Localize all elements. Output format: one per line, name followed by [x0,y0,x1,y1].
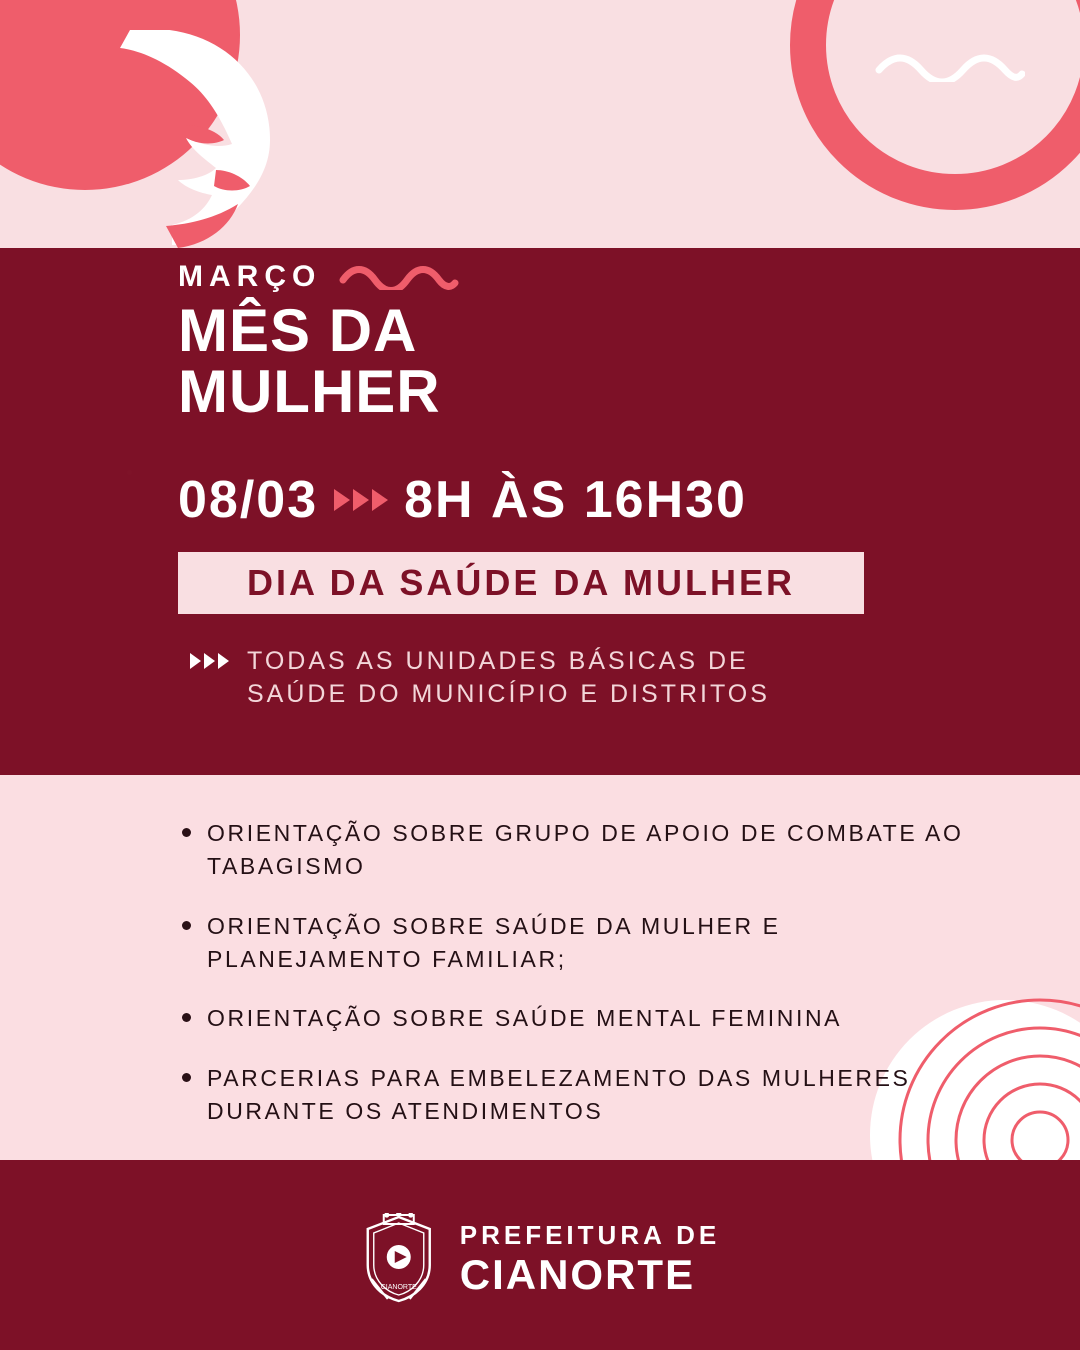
list-item [182,910,982,977]
list-item [182,1002,982,1035]
brand-line-1: PREFEITURA DE [459,1219,721,1250]
event-date: 08/03 [178,471,319,529]
coral-squiggle-icon [339,264,459,290]
bullet-dot-icon [182,828,191,837]
white-arrows-icon [190,653,229,669]
headline-block [178,260,878,426]
title-line-1: MÊS DA [178,297,418,364]
brand-lockup [459,1219,721,1298]
event-location-line-2: SAÚDE DO MUNICÍPIO E DISTRITOS [247,680,770,708]
event-headline-bar [178,552,864,614]
event-datetime-row [178,470,747,530]
brand-line-2: CIANORTE [459,1250,696,1298]
title-line-2: MULHER [178,358,441,426]
woman-face-illustration [120,30,300,248]
list-item [182,1062,982,1129]
activities-list [182,817,982,1154]
event-location-text [247,645,770,711]
footer-bar [0,1160,1080,1350]
bullet-dot-icon [182,1013,191,1022]
crest-label: CIANORTE [380,1283,417,1291]
activity-text: ORIENTAÇÃO SOBRE SAÚDE MENTAL FEMININA [207,1005,843,1032]
coral-ring-shape [790,0,1080,210]
event-headline-text: DIA DA SAÚDE DA MULHER [247,562,795,603]
activity-text: ORIENTAÇÃO SOBRE SAÚDE DA MULHER E PLANEJAMENTO FAMILIAR; [207,912,781,973]
event-location-block [190,645,910,711]
kicker-text: MARÇO [178,260,322,293]
event-time: 8H ÀS 16H30 [404,471,747,529]
footer-brand-block [360,1213,721,1305]
kicker-row [178,262,878,292]
activity-text: PARCERIAS PARA EMBELEZAMENTO DAS MULHERES DURANTE OS ATENDIMENTOS [207,1064,911,1125]
white-squiggle-icon [875,52,1025,82]
activities-panel [0,775,1080,1160]
bullet-dot-icon [182,1073,191,1082]
cianorte-coat-of-arms-icon [360,1213,438,1305]
bullet-dot-icon [182,921,191,930]
poster-title [178,297,878,426]
list-item [182,817,982,884]
decorative-top-band [0,0,1080,248]
activity-text: ORIENTAÇÃO SOBRE GRUPO DE APOIO DE COMBATE AO TABAGISMO [207,820,964,880]
event-location-line-1: TODAS AS UNIDADES BÁSICAS DE [247,647,749,675]
coral-arrows-icon [334,489,388,511]
